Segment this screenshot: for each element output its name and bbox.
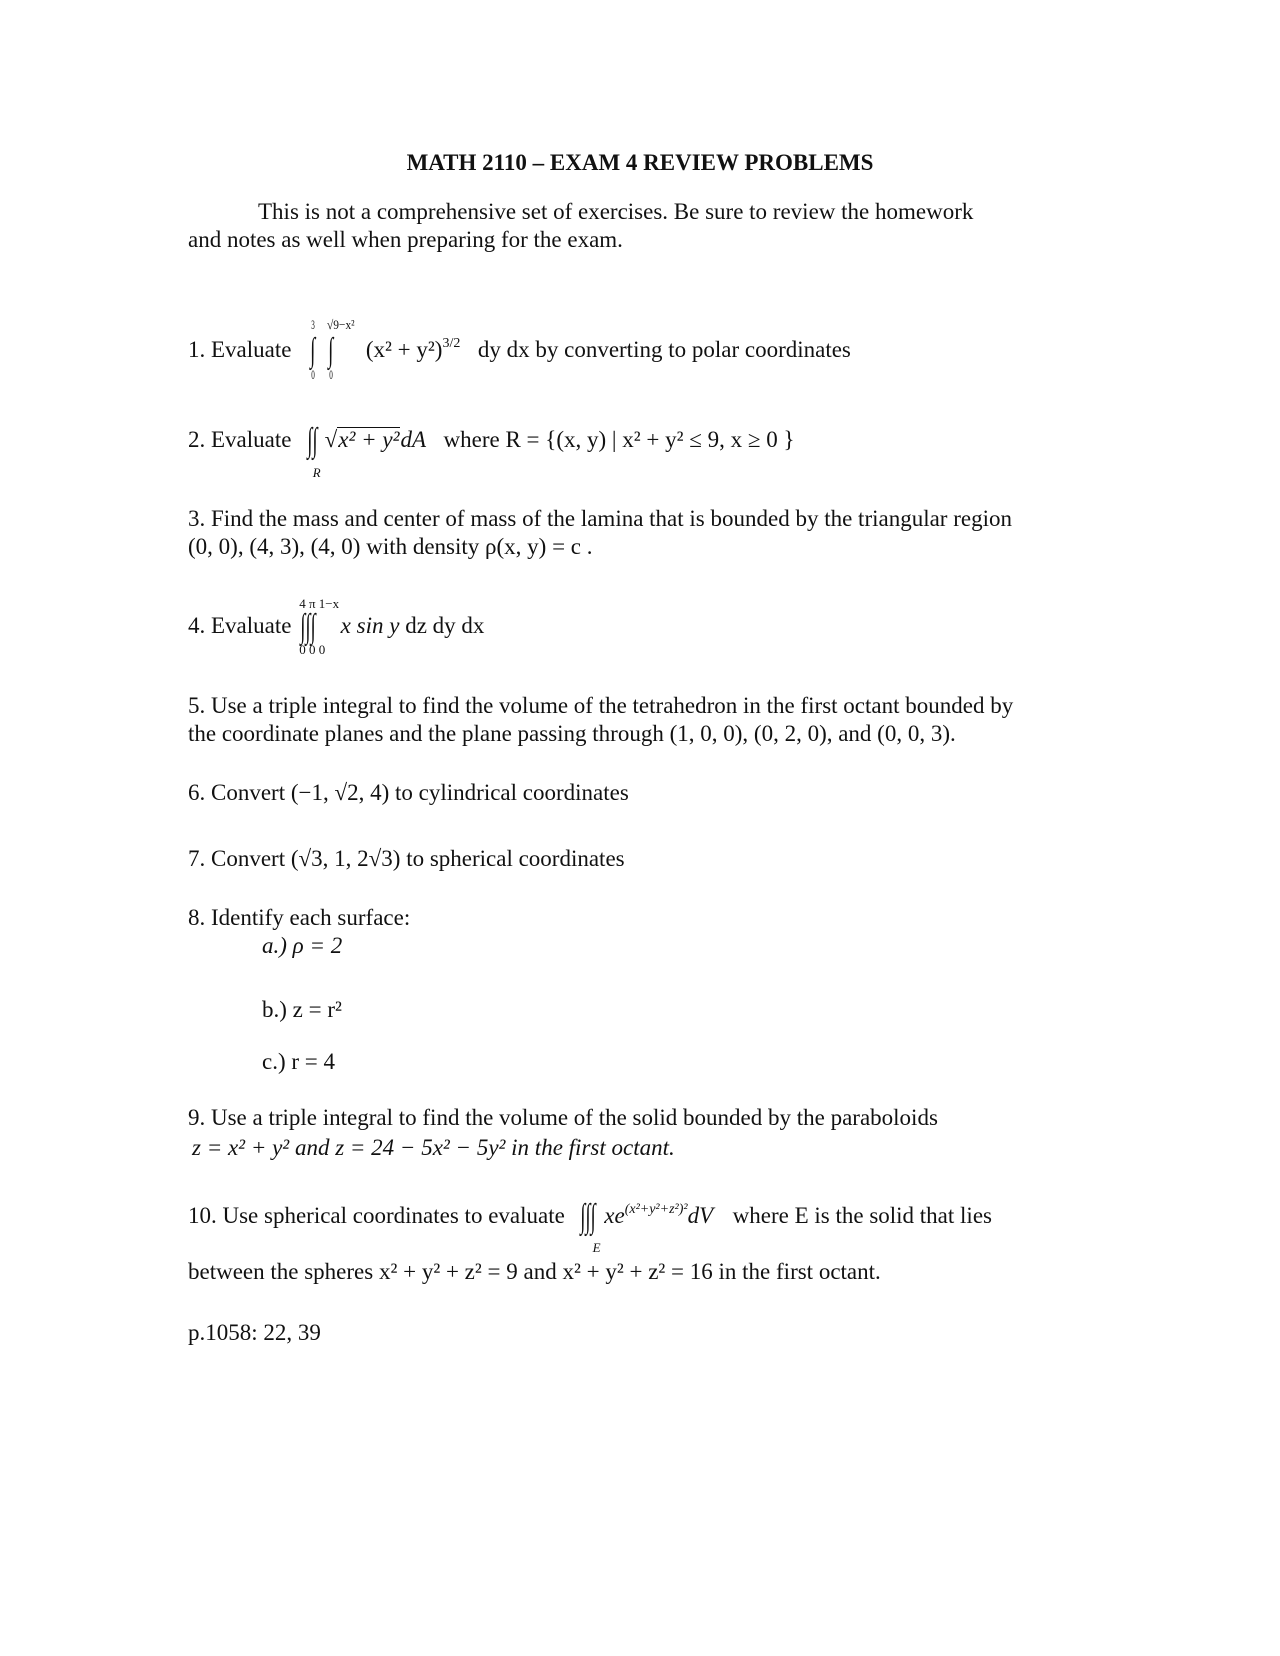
problem-1: [188, 317, 851, 382]
problem-10-dV: dV: [687, 1203, 714, 1228]
integral-sign-outer: ∫ 3 0: [310, 317, 316, 382]
problem-6-lead: 6. Convert: [188, 780, 286, 805]
double-integral-sign: ∫∫ R: [307, 426, 317, 456]
problem-6: [188, 778, 629, 808]
problem-4-integrand: x sin y: [340, 613, 400, 638]
problem-1-lead: 1. Evaluate: [188, 337, 292, 362]
upper-limit-inner: √9−x²: [327, 317, 355, 332]
lower-limit-outer: 0: [311, 367, 315, 382]
problem-3-line-2: (0, 0), (4, 3), (4, 0) with density ρ(x, y) = c .: [188, 534, 593, 559]
problem-7-lead: 7. Convert: [188, 846, 286, 871]
lower-limits: 0 0 0: [299, 642, 326, 657]
problem-8-part-a: a.) ρ = 2: [262, 933, 343, 958]
problem-4-lead: 4. Evaluate: [188, 613, 292, 638]
triple-integral-sign-e: ∫∫∫: [579, 1198, 596, 1235]
problem-3-line-1: 3. Find the mass and center of mass of the lamina that is bounded by the triangular region: [188, 506, 1012, 531]
problem-2-dA: dA: [400, 427, 427, 452]
problem-8-part-b: b.) z = r²: [262, 997, 342, 1022]
sqrt-icon: √: [324, 427, 338, 452]
problem-1-power: 3/2: [442, 336, 461, 351]
region-e-label: E: [592, 1240, 601, 1255]
problem-9-line-2: z = x² + y² and z = 24 − 5x² − 5y² in the first octant.: [192, 1135, 675, 1160]
problem-8-lead: 8. Identify each surface:: [188, 905, 411, 930]
problem-2-tail: where R = {(x, y) | x² + y² ≤ 9, x ≥ 0 }: [443, 427, 795, 452]
lower-limit-inner: 0: [329, 367, 333, 382]
problem-5-line-2: the coordinate planes and the plane passing through (1, 0, 0), (0, 2, 0), and (0, 0, 3).: [188, 721, 956, 746]
problem-10-exponent: (x²+y²+z²)²: [624, 1202, 688, 1217]
problem-10: [188, 1198, 992, 1255]
problem-5-line-1: 5. Use a triple integral to find the volume of the tetrahedron in the first octant bounded by: [188, 693, 1014, 718]
problem-7-tail: to spherical coordinates: [406, 846, 625, 871]
triple-integral-sign: ∫∫∫: [300, 608, 316, 645]
problem-10-integrand: xe: [604, 1203, 625, 1228]
problem-7-point: (√3, 1, 2√3): [290, 846, 401, 871]
problem-6-point: (−1, √2, 4): [290, 780, 390, 805]
problem-7: [188, 844, 625, 874]
textbook-reference: p.1058: 22, 39: [188, 1320, 321, 1345]
problem-1-integrand: (x² + y²): [365, 337, 443, 362]
problem-2-lead: 2. Evaluate: [188, 427, 292, 452]
upper-limits: 4 π 1−x: [299, 596, 340, 611]
problem-8-part-c: c.) r = 4: [262, 1049, 335, 1074]
problem-9-line-1: 9. Use a triple integral to find the volume of the solid bounded by the paraboloids: [188, 1105, 938, 1130]
intro-line-2: and notes as well when preparing for the exam.: [188, 227, 623, 252]
problem-4-tail: dz dy dx: [405, 613, 485, 638]
problem-4: [188, 596, 485, 657]
problem-2-integrand: x² + y²: [338, 427, 400, 452]
upper-limit-outer: 3: [311, 317, 315, 332]
problem-6-tail: to cylindrical coordinates: [395, 780, 629, 805]
problem-10-line-2: between the spheres x² + y² + z² = 9 and x² + y² + z² = 16 in the first octant.: [188, 1259, 881, 1284]
problem-10-lead: 10. Use spherical coordinates to evaluate: [188, 1203, 565, 1228]
problem-2: [188, 422, 795, 480]
integral-sign-inner: ∫ √9−x² 0: [327, 317, 355, 382]
problem-10-tail: where E is the solid that lies: [732, 1203, 992, 1228]
problem-1-tail: dy dx by converting to polar coordinates: [477, 337, 851, 362]
intro-line-1: This is not a comprehensive set of exercises. Be sure to review the homework: [258, 199, 974, 224]
page-title: MATH 2110 – EXAM 4 REVIEW PROBLEMS: [406, 150, 874, 175]
region-label: R: [312, 465, 321, 480]
